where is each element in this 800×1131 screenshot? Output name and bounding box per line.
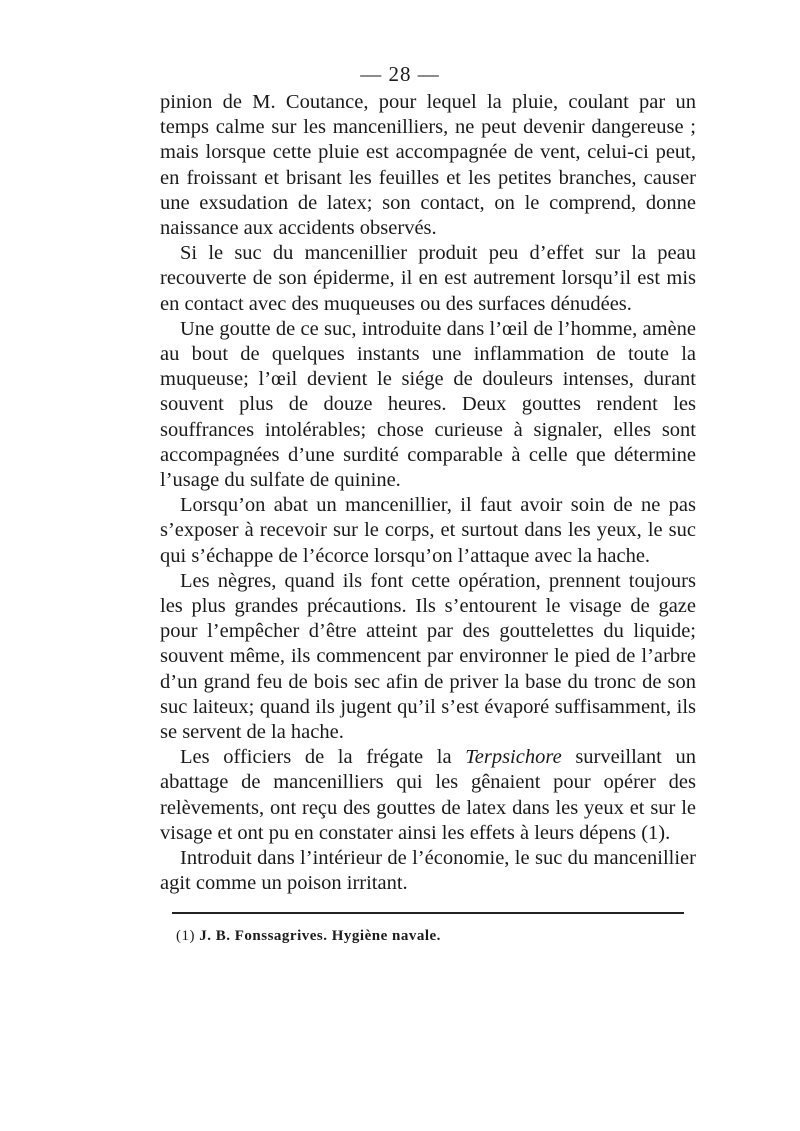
paragraph (160, 745, 696, 846)
footnote-marker: (1) (176, 928, 195, 944)
paragraph: Lorsqu’on abat un mancenillier, il faut avoir soin de ne pas s’exposer à recevoir sur le corps, et surtout dans les yeux, le suc qui s’échappe de l’écorce lorsqu’on l’attaque avec la hache. (160, 494, 696, 567)
ship-name: Terpsichore (465, 746, 562, 769)
footnote-title: Hygiène navale. (331, 928, 441, 944)
footnote-divider (172, 912, 684, 914)
footnote-author: J. B. Fonssagrives. (199, 928, 328, 944)
body-text (160, 90, 696, 897)
paragraph: Les nègres, quand ils font cette opération, prennent toujours les plus grandes précautions. Ils s’entourent le visage de gaze pour l’empêcher d’être atteint par des gouttelettes du liquide; souvent même, ils commencent par environner le pied de l’arbre d’un grand feu de bois sec afin de priver la base du tronc de son suc laiteux; quand ils jugent qu’il s’est évaporé suffisamment, ils se servent de la hache. (160, 569, 696, 744)
paragraph: Introduit dans l’intérieur de l’économie, le suc du mancenillier agit comme un poison irritant. (160, 847, 696, 895)
footnote (176, 928, 441, 945)
paragraph: Une goutte de ce suc, introduite dans l’œil de l’homme, amène au bout de quelques instants une inflammation de toute la muqueuse; l’œil devient le siége de douleurs intenses, durant souvent plus de douze heures. Deux gouttes rendent les souffrances intolérables; chose curieuse à signaler, elles sont accompagnées d’une surdité comparable à celle que détermine l’usage du sulfate de quinine. (160, 317, 696, 492)
paragraph-text: surveillant un abattage de mancenilliers qui les gênaient pour opérer des relèvements, ont reçu des gouttes de latex dans les yeux et sur le visage et ont pu en constater ainsi les effets à leurs dépens (1). (160, 746, 696, 844)
paragraph-continuation: pinion de M. Coutance, pour lequel la pluie, coulant par un temps calme sur les mancenilliers, ne peut devenir dangereuse ; mais lorsque cette pluie est accompagnée de vent, celui-ci peut, en froissant et brisant les feuilles et les petites branches, causer une exsudation de latex; son contact, on le comprend, donne naissance aux accidents observés. (160, 91, 696, 240)
paragraph-text: Les officiers de la frégate la (180, 746, 466, 769)
page-number: — 28 — (360, 62, 440, 86)
paragraph: Si le suc du mancenillier produit peu d’effet sur la peau recouverte de son épiderme, il en est autrement lorsqu’il est mis en contact avec des muqueuses ou des surfaces dénudées. (160, 242, 696, 315)
